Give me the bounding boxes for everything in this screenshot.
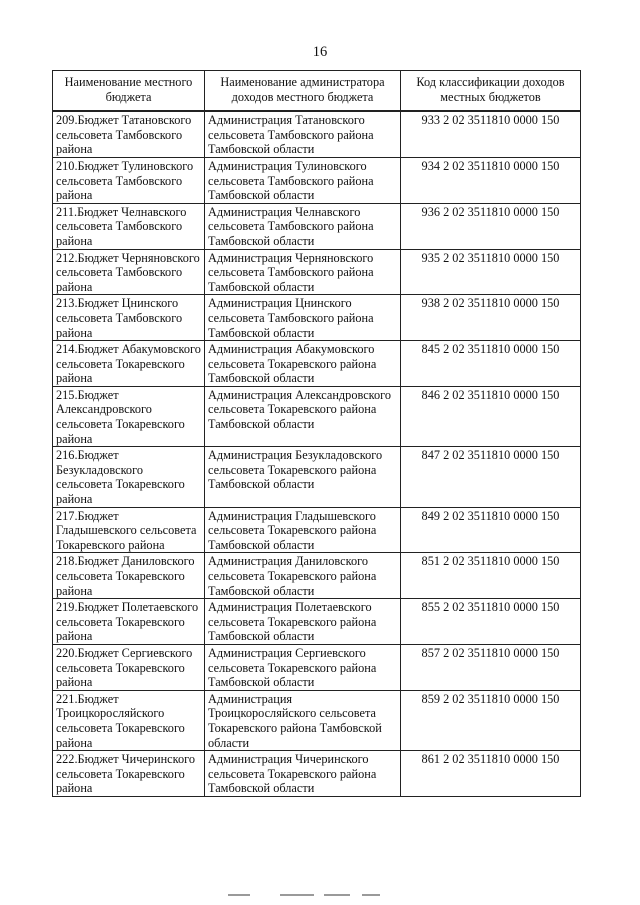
header-administrator-name: Наименование администратора доходов местного бюджета xyxy=(205,71,401,112)
scan-mark xyxy=(324,894,350,896)
code-cell: 846 2 02 3511810 0000 150 xyxy=(401,386,581,446)
administrator-cell: Администрация Цнинского сельсовета Тамбовского района Тамбовской области xyxy=(205,295,401,341)
table-row xyxy=(53,751,581,797)
header-budget-name: Наименование местного бюджета xyxy=(53,71,205,112)
table-row xyxy=(53,249,581,295)
page-number: 16 xyxy=(312,44,328,60)
table-row xyxy=(53,447,581,507)
code-cell: 934 2 02 3511810 0000 150 xyxy=(401,157,581,203)
administrator-cell: Администрация Абакумовского сельсовета Токаревского района Тамбовской области xyxy=(205,341,401,387)
budget-cell: 221.Бюджет Троицкоросляйского сельсовета Токаревского района xyxy=(53,690,205,750)
administrator-cell: Администрация Полетаевского сельсовета Токаревского района Тамбовской области xyxy=(205,599,401,645)
budget-cell: 209.Бюджет Татановского сельсовета Тамбовского района xyxy=(53,111,205,157)
administrator-cell: Администрация Даниловского сельсовета Токаревского района Тамбовской области xyxy=(205,553,401,599)
table-row xyxy=(53,507,581,553)
administrator-cell: Администрация Челнавского сельсовета Тамбовского района Тамбовской области xyxy=(205,203,401,249)
budget-cell: 214.Бюджет Абакумовского сельсовета Токаревского района xyxy=(53,341,205,387)
code-cell: 855 2 02 3511810 0000 150 xyxy=(401,599,581,645)
code-cell: 845 2 02 3511810 0000 150 xyxy=(401,341,581,387)
code-cell: 936 2 02 3511810 0000 150 xyxy=(401,203,581,249)
code-cell: 859 2 02 3511810 0000 150 xyxy=(401,690,581,750)
administrator-cell: Администрация Троицкоросляйского сельсовета Токаревского района Тамбовской области xyxy=(205,690,401,750)
code-cell: 935 2 02 3511810 0000 150 xyxy=(401,249,581,295)
scan-artifact-marks xyxy=(228,894,388,898)
administrator-cell: Администрация Тулиновского сельсовета Тамбовского района Тамбовской области xyxy=(205,157,401,203)
table-row xyxy=(53,690,581,750)
code-cell: 861 2 02 3511810 0000 150 xyxy=(401,751,581,797)
table-row xyxy=(53,157,581,203)
budget-cell: 222.Бюджет Чичеринского сельсовета Токаревского района xyxy=(53,751,205,797)
code-cell: 938 2 02 3511810 0000 150 xyxy=(401,295,581,341)
table-row xyxy=(53,341,581,387)
administrator-cell: Администрация Сергиевского сельсовета Токаревского района Тамбовской области xyxy=(205,644,401,690)
budget-cell: 215.Бюджет Александровского сельсовета Токаревского района xyxy=(53,386,205,446)
table-row xyxy=(53,295,581,341)
scan-mark xyxy=(228,894,250,896)
budget-cell: 210.Бюджет Тулиновского сельсовета Тамбовского района xyxy=(53,157,205,203)
budget-cell: 217.Бюджет Гладышевского сельсовета Токаревского района xyxy=(53,507,205,553)
code-cell: 847 2 02 3511810 0000 150 xyxy=(401,447,581,507)
table-row xyxy=(53,203,581,249)
table-header xyxy=(53,71,581,112)
scan-mark xyxy=(280,894,314,896)
budget-cell: 219.Бюджет Полетаевского сельсовета Токаревского района xyxy=(53,599,205,645)
budget-cell: 216.Бюджет Безукладовского сельсовета Токаревского района xyxy=(53,447,205,507)
administrator-cell: Администрация Безукладовского сельсовета Токаревского района Тамбовской области xyxy=(205,447,401,507)
table-row xyxy=(53,644,581,690)
administrator-cell: Администрация Александровского сельсовета Токаревского района Тамбовской области xyxy=(205,386,401,446)
budget-cell: 211.Бюджет Челнавского сельсовета Тамбовского района xyxy=(53,203,205,249)
table-row xyxy=(53,111,581,157)
budget-cell: 213.Бюджет Цнинского сельсовета Тамбовского района xyxy=(53,295,205,341)
code-cell: 857 2 02 3511810 0000 150 xyxy=(401,644,581,690)
table-row xyxy=(53,553,581,599)
budget-cell: 218.Бюджет Даниловского сельсовета Токаревского района xyxy=(53,553,205,599)
administrator-cell: Администрация Гладышевского сельсовета Токаревского района Тамбовской области xyxy=(205,507,401,553)
table-row xyxy=(53,599,581,645)
scan-mark xyxy=(362,894,380,896)
budget-cell: 220.Бюджет Сергиевского сельсовета Токаревского района xyxy=(53,644,205,690)
budget-table xyxy=(52,70,581,797)
table-body xyxy=(53,111,581,796)
code-cell: 849 2 02 3511810 0000 150 xyxy=(401,507,581,553)
administrator-cell: Администрация Чичеринского сельсовета Токаревского района Тамбовской области xyxy=(205,751,401,797)
code-cell: 851 2 02 3511810 0000 150 xyxy=(401,553,581,599)
code-cell: 933 2 02 3511810 0000 150 xyxy=(401,111,581,157)
administrator-cell: Администрация Татановского сельсовета Тамбовского района Тамбовской области xyxy=(205,111,401,157)
administrator-cell: Администрация Черняновского сельсовета Тамбовского района Тамбовской области xyxy=(205,249,401,295)
budget-cell: 212.Бюджет Черняновского сельсовета Тамбовского района xyxy=(53,249,205,295)
header-classification-code: Код классификации доходов местных бюджетов xyxy=(401,71,581,112)
table-row xyxy=(53,386,581,446)
